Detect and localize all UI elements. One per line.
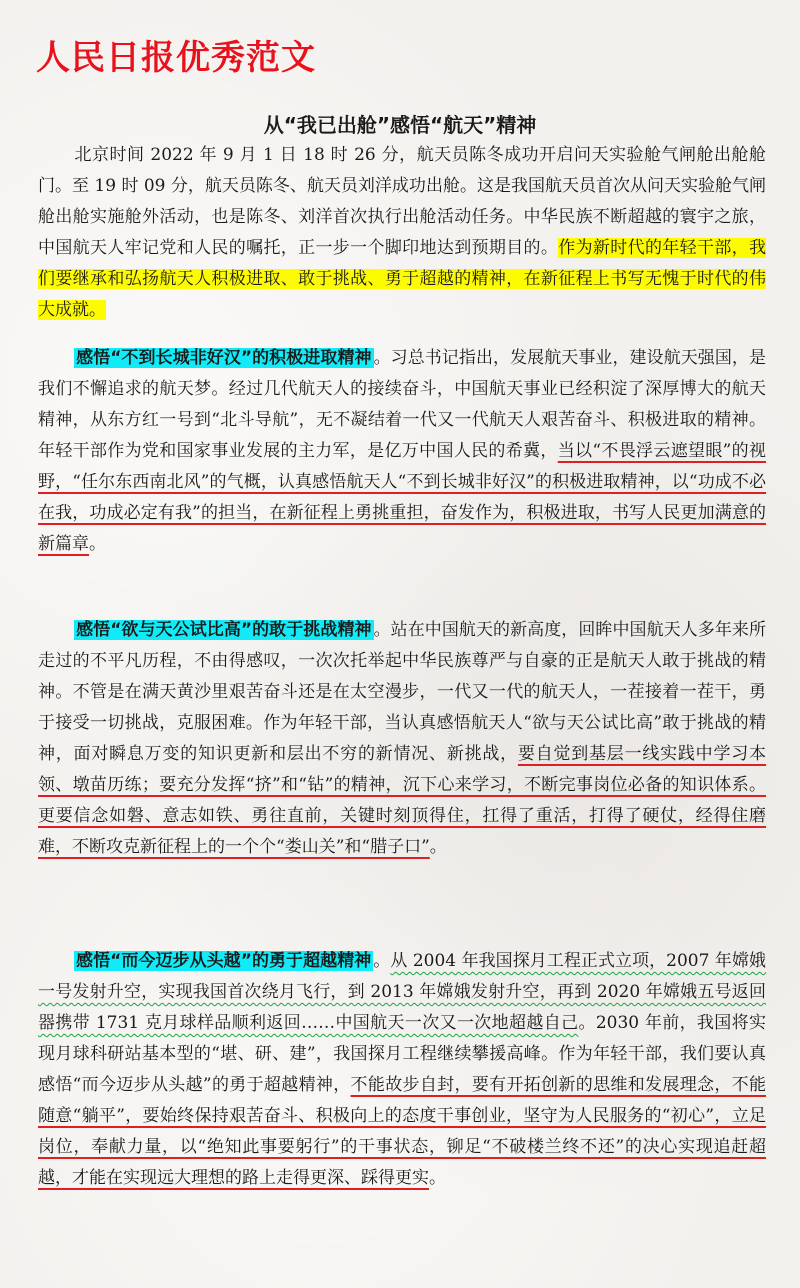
enterprising-end: 。 — [89, 534, 106, 554]
section-heading-challenge: 感悟“欲与天公试比高”的敢于挑战精神 — [76, 620, 372, 640]
surpass-dot: 。 — [373, 951, 391, 971]
surpass-end: 。 — [429, 1168, 446, 1188]
brand-title: 人民日报优秀范文 — [36, 38, 316, 78]
challenge-text: 。站在中国航天的新高度，回眸中国航天人多年来所走过的不平凡历程，不由得感叹，一次次托举起中华民族尊严与自豪的正是航天人敢于挑战的精神。不管是在满天黄沙里艰苦奋斗还是在太空漫步，一代又一代的航天人，一茬接着一茬干，勇于接受一切挑战，克服困难。作为年轻干部，当认真感悟航天人“欲与天公试比高”敢于挑战的精神，面对瞬息万变的知识更新和层出不穷的新情况、新挑战， — [38, 620, 766, 764]
challenge-underlined: 要自觉到基层一线实践中学习本领、墩苗历练；要充分发挥“挤”和“钻”的精神，沉下心来学习，不断完事岗位必备的知识体系。更要信念如磐、意志如铁、勇往直前，关键时刻顶得住，扛得了重活，打得了硬仗，经得住磨难，不断攻克新征程上的一个个“娄山关”和“腊子口” — [38, 744, 767, 857]
enterprising-text: 。习总书记指出，发展航天事业，建设航天强国，是我们不懈追求的航天梦。经过几代航天人的接续奋斗，中国航天事业已经积淀了深厚博大的航天精神，从东方红一号到“北斗导航”，无不凝结着一代又一代航天人艰苦奋斗、积极进取的精神。年轻干部作为党和国家事业发展的主力军，是亿万中国人民的希冀， — [38, 348, 766, 461]
paragraph-challenge — [38, 615, 766, 863]
section-heading-enterprising: 感悟“不到长城非好汉”的积极进取精神 — [76, 348, 372, 368]
surpass-text: 。2030 年前，我国将实现月球科研站基本型的“堪、研、建”，我国探月工程继续攀援高峰。作为年轻干部，我们要认真感悟“而今迈步从头越”的勇于超越精神， — [38, 1013, 767, 1095]
paragraph-intro — [38, 140, 766, 326]
article-title: 从“我已出舱”感悟“航天”精神 — [263, 113, 537, 137]
surpass-underlined: 不能故步自封，要有开拓创新的思维和发展理念，不能随意“躺平”，要始终保持艰苦奋斗、积极向上的态度干事创业，坚守为人民服务的“初心”，立足岗位，奉献力量，以“绝知此事要躬行”的干事状态，铆足“不破楼兰终不还”的决心实现追赶超越，才能在实现远大理想的路上走得更深、踩得更实 — [38, 1075, 766, 1188]
paragraph-enterprising — [38, 343, 766, 560]
intro-highlight: 作为新时代的年轻干部，我们要继承和弘扬航天人积极进取、敢于挑战、勇于超越的精神，在新征程上书写无愧于时代的伟大成就。 — [38, 238, 767, 320]
surpass-wavy-underlined: 从 2004 年我国探月工程正式立项，2007 年嫦娥一号发射升空，实现我国首次绕月飞行，到 2013 年嫦娥发射升空，再到 2020 年嫦娥五号返回器携带 1731 克月球样品顺利返回……中国航天一次又一次地超越自己 — [38, 951, 766, 1033]
enterprising-underlined: 当以“不畏浮云遮望眼”的视野，“任尔东西南北风”的气概，认真感悟航天人“不到长城非好汉”的积极进取精神，以“功成不必在我，功成必定有我”的担当，在新征程上勇挑重担，奋发作为，积极进取，书写人民更加满意的新篇章 — [38, 441, 767, 554]
section-heading-surpass: 感悟“而今迈步从头越”的勇于超越精神 — [76, 951, 372, 971]
challenge-end: 。 — [429, 837, 447, 857]
paragraph-surpass — [38, 946, 766, 1194]
intro-text: 北京时间 2022 年 9 月 1 日 18 时 26 分，航天员陈冬成功开启问天实验舱气闸舱出舱舱门。至 19 时 09 分，航天员陈冬、航天员刘洋成功出舱。这是我国航天员首次从问天实验舱气闸舱出舱实施舱外活动，也是陈冬、刘洋首次执行出舱活动任务。中华民族不断超越的寰宇之旅，中国航天人牢记党和人民的嘱托，正一步一个脚印地达到预期目的。 — [38, 145, 766, 258]
